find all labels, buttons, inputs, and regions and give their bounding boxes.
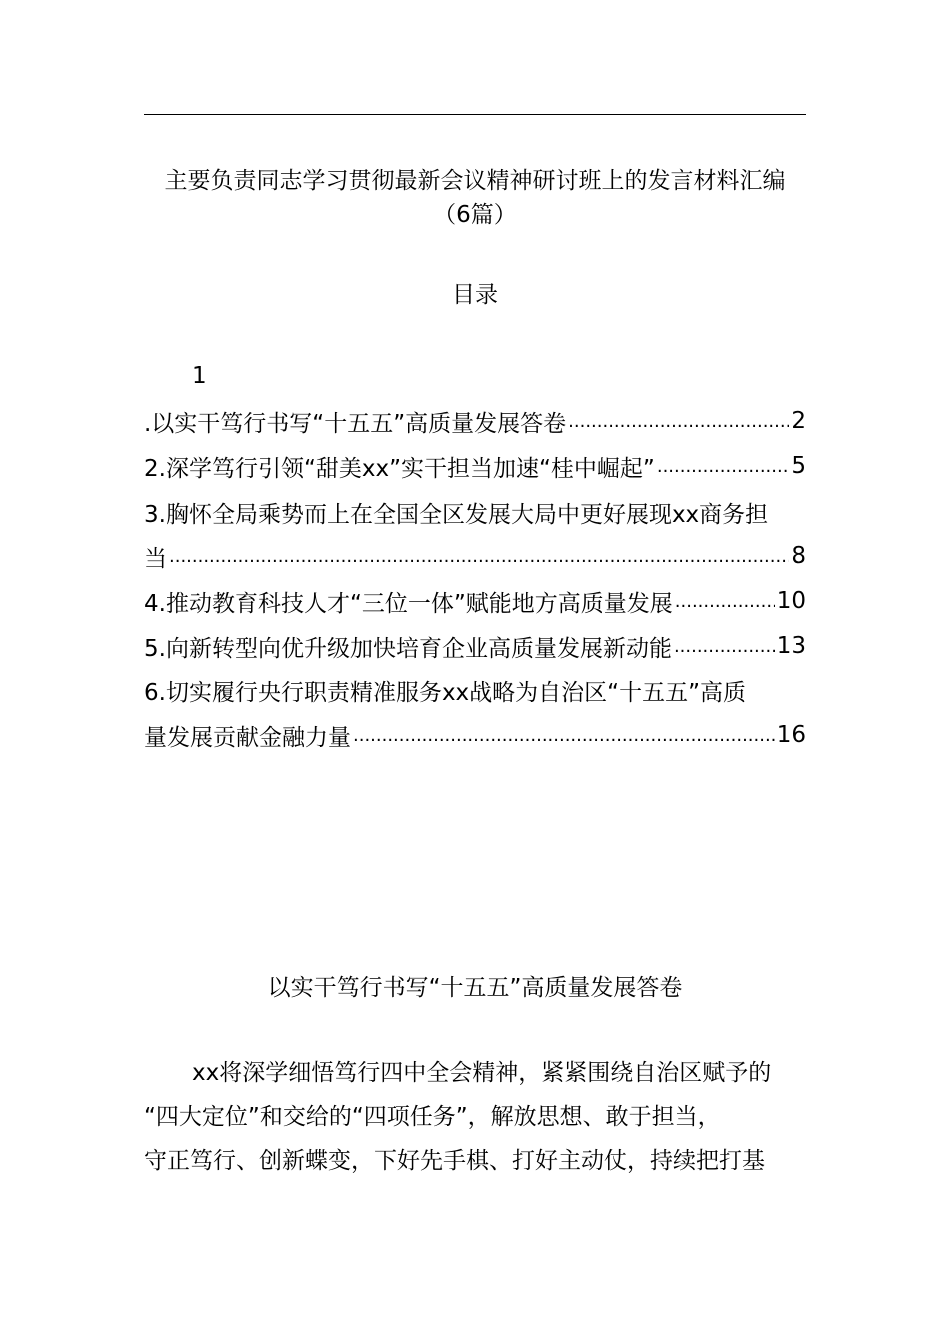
- body-paragraph-line: 守正笃行、创新蝶变，下好先手棋、打好主动仗，持续把打基: [144, 1148, 765, 1174]
- toc-entry-page: 16: [776, 722, 806, 748]
- document-title-line2: （6篇）: [433, 202, 517, 228]
- toc-entry-2[interactable]: [144, 444, 806, 488]
- toc-entry-page: 13: [776, 633, 806, 659]
- header-rule: [144, 114, 806, 115]
- body-paragraph-line: xx将深学细悟笃行四中全会精神，紧紧围绕自治区赋予的: [192, 1060, 772, 1086]
- toc-entry-page: 2: [791, 408, 806, 434]
- toc-dot-leader: [169, 546, 789, 578]
- toc-entry-page: 10: [776, 588, 806, 614]
- toc-entry-1[interactable]: [144, 399, 806, 443]
- toc-dot-leader: [675, 591, 775, 623]
- toc-entry-label: 4.推动教育科技人才“三位一体”赋能地方高质量发展: [144, 590, 673, 617]
- toc-entry-page: 8: [791, 543, 806, 569]
- toc-heading: 目录: [452, 282, 498, 308]
- toc-entry-4[interactable]: [144, 579, 806, 623]
- toc-entry-label: 量发展贡献金融力量: [144, 724, 351, 751]
- toc-entry-label: 5.向新转型向优升级加快培育企业高质量发展新动能: [144, 635, 672, 662]
- toc-entry-label: 2.深学笃行引领“甜美xx”实干担当加速“桂中崛起”: [144, 455, 655, 482]
- toc-entry-3-continued[interactable]: [144, 534, 806, 578]
- document-title-line1: 主要负责同志学习贯彻最新会议精神研讨班上的发言材料汇编: [164, 168, 786, 194]
- toc-entry-label: 6.切实履行央行职责精准服务xx战略为自治区“十五五”高质: [144, 679, 746, 706]
- toc-entry-page: 5: [791, 453, 806, 479]
- toc-entry-label: 3.胸怀全局乘势而上在全国全区发展大局中更好展现xx商务担: [144, 501, 769, 528]
- toc-entry-5[interactable]: [144, 624, 806, 668]
- toc-dot-leader: [657, 456, 790, 488]
- body-paragraph-line: “四大定位”和交给的“四项任务”，解放思想、敢于担当，: [144, 1104, 721, 1130]
- toc-dot-leader: [674, 636, 775, 668]
- toc-dot-leader: [353, 725, 775, 757]
- toc-entry-6-continued[interactable]: [144, 713, 806, 757]
- toc-entry-label: 当: [144, 545, 167, 572]
- toc-entry-6[interactable]: [144, 668, 806, 712]
- section-title: 以实干笃行书写“十五五”高质量发展答卷: [267, 975, 683, 1001]
- toc-index-number: 1: [192, 363, 207, 389]
- toc-entry-label: .以实干笃行书写“十五五”高质量发展答卷: [144, 410, 567, 437]
- toc-dot-leader: [568, 411, 789, 443]
- toc-entry-3[interactable]: [144, 490, 806, 534]
